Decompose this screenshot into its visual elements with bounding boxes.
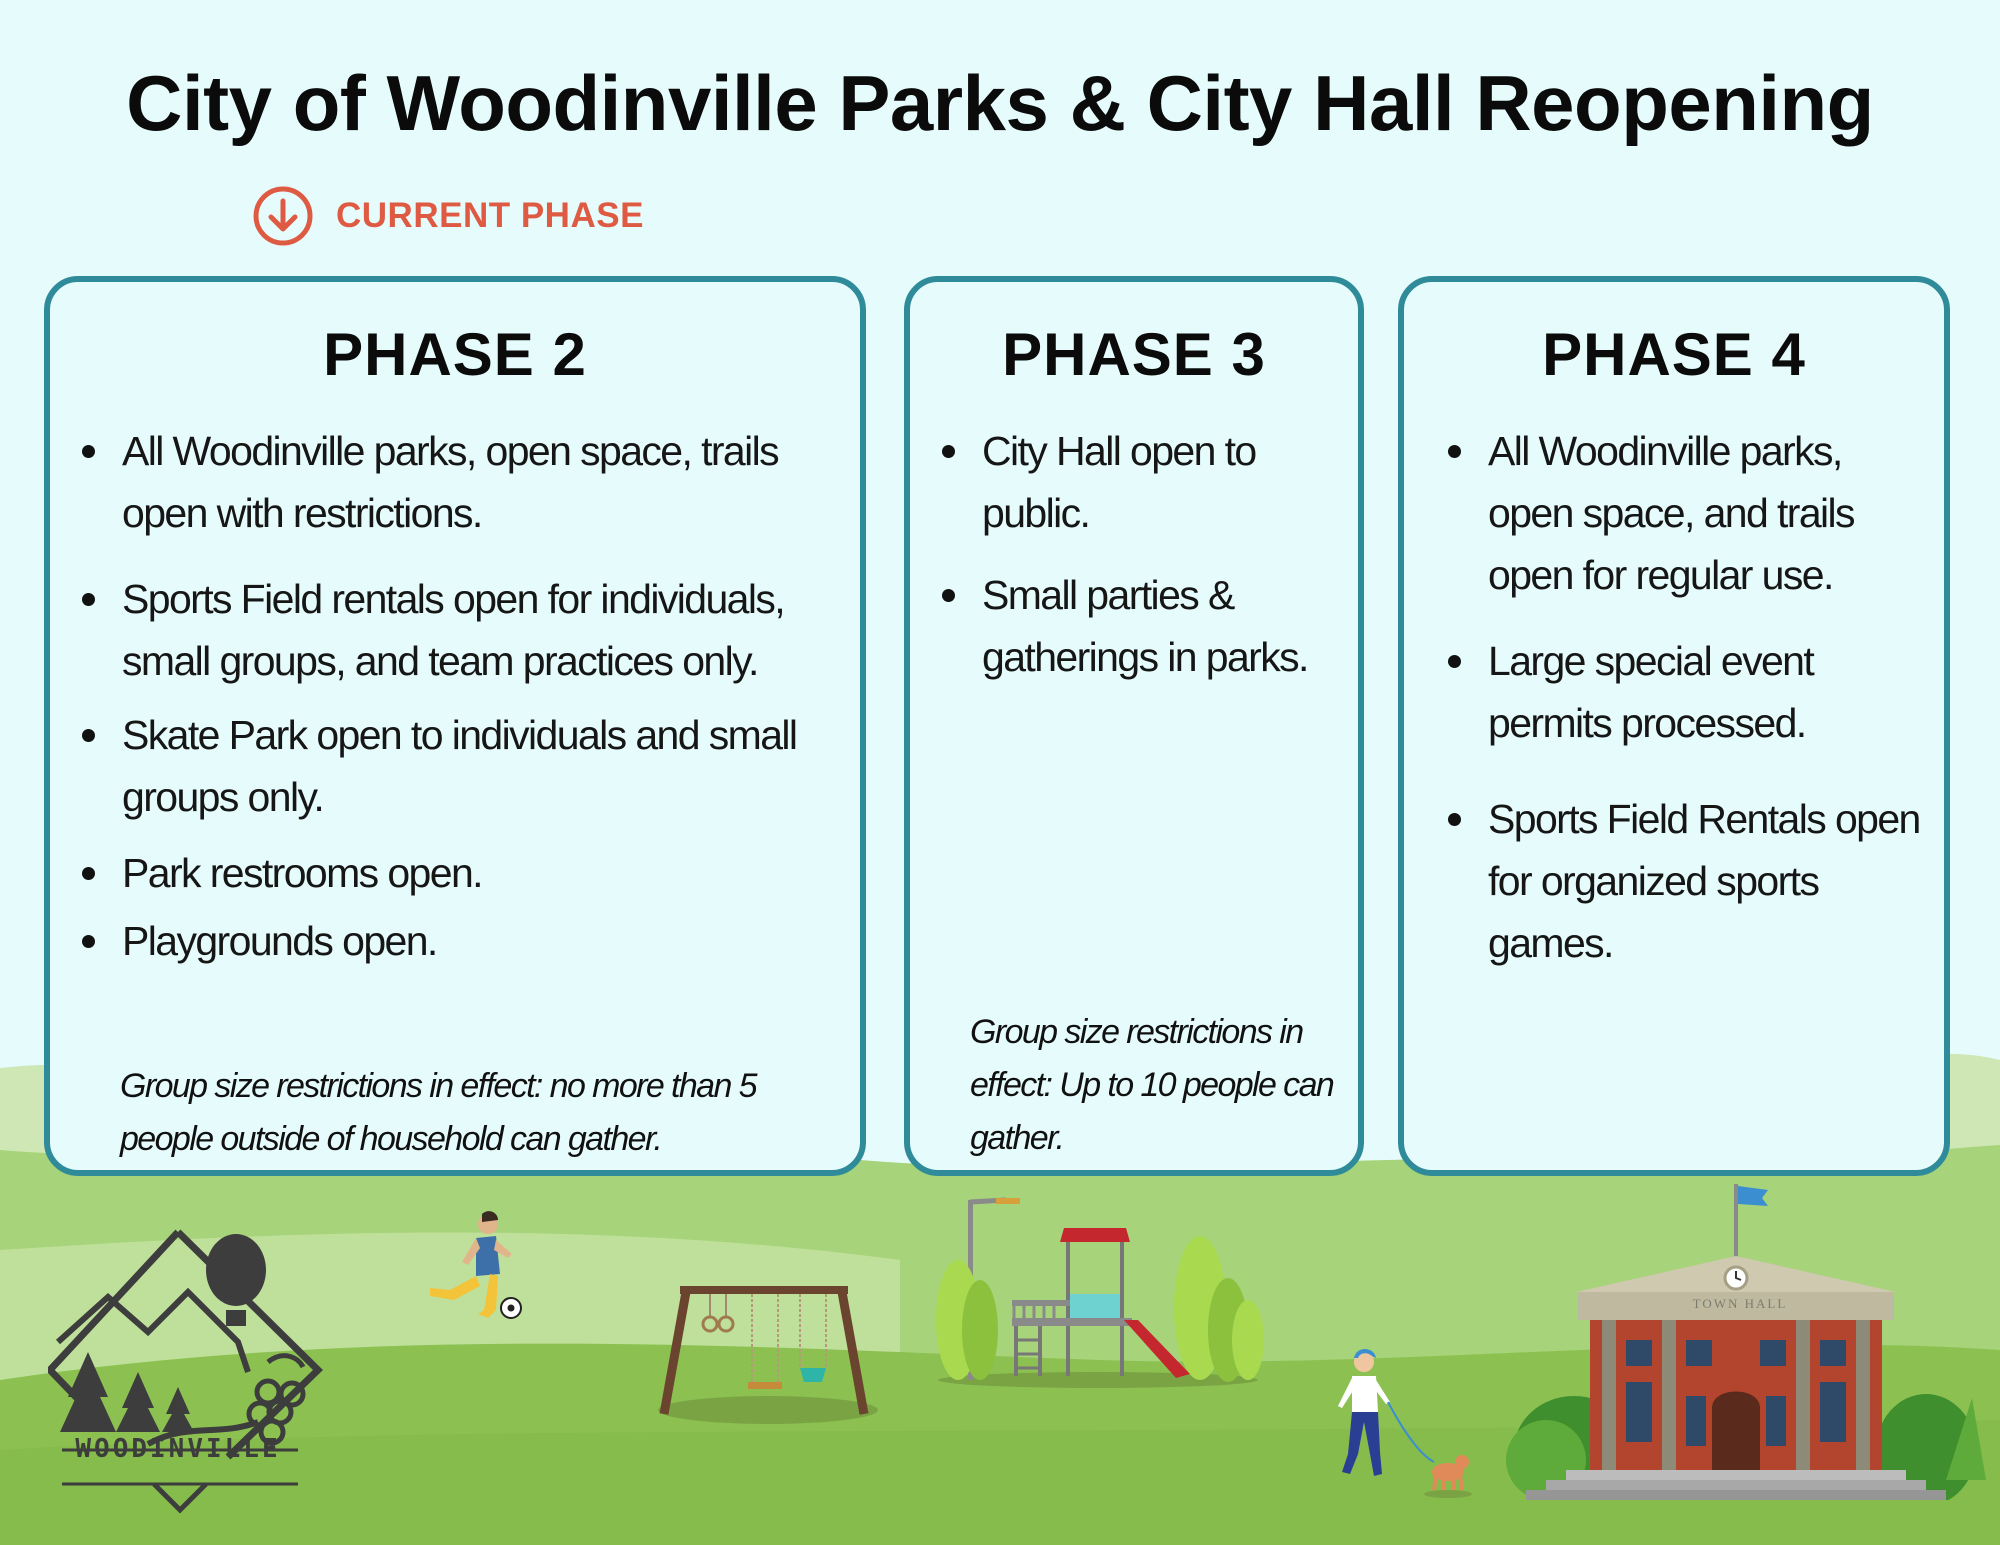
woodinville-logo [48, 1222, 328, 1522]
phase-items [910, 420, 1358, 688]
phase-items [1404, 420, 1944, 974]
arrow-down-circle-icon [252, 185, 314, 247]
person-walking-dog-icon [1322, 1346, 1472, 1506]
group-size-note: Group size restrictions in effect: Up to 10 people can gather. [970, 1013, 1334, 1157]
list-item: Sports Field Rentals open for organized sports games. [1488, 788, 1934, 974]
list-item: Playgrounds open. [122, 910, 840, 972]
group-size-note: Group size restrictions in effect: no more than 5 people outside of household can gather. [120, 1067, 756, 1158]
phase-4-card [1398, 276, 1950, 1176]
logo-text: WOODINVILLE [75, 1434, 281, 1464]
list-item: All Woodinville parks, open space, and trails open for regular use. [1488, 420, 1934, 606]
swing-set-icon [640, 1278, 890, 1428]
list-item: All Woodinville parks, open space, trails open with restrictions. [122, 420, 840, 544]
list-item: Sports Field rentals open for individuals, small groups, and team practices only. [122, 568, 840, 692]
page-title: City of Woodinville Parks & City Hall Reopening [126, 59, 1874, 147]
list-item: Small parties & gatherings in parks. [982, 564, 1348, 688]
town-hall-icon [1506, 1180, 1986, 1500]
phase-heading: PHASE 3 [1002, 321, 1266, 388]
list-item: Skate Park open to individuals and small groups only. [122, 704, 840, 828]
playground-icon [928, 1190, 1268, 1390]
town-hall-sign: TOWN HALL [1692, 1296, 1788, 1311]
current-phase-indicator [252, 186, 644, 246]
phase-3-card [904, 276, 1364, 1176]
list-item: City Hall open to public. [982, 420, 1348, 544]
phase-heading: PHASE 2 [323, 321, 587, 388]
phase-items [50, 420, 860, 972]
phase-heading: PHASE 4 [1542, 321, 1806, 388]
logo-emblem-icon [48, 1222, 328, 1522]
phase-2-card [44, 276, 866, 1176]
list-item: Park restrooms open. [122, 842, 840, 904]
list-item: Large special event permits processed. [1488, 630, 1934, 754]
soccer-player-icon [418, 1210, 528, 1335]
current-phase-label: CURRENT PHASE [336, 196, 644, 235]
